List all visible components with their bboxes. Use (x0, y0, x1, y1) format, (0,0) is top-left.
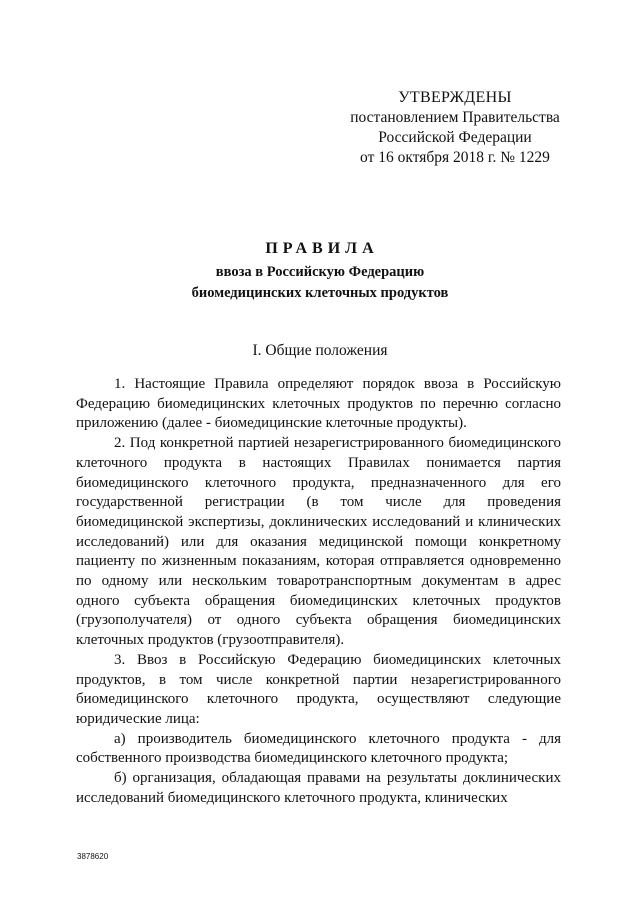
paragraph-3a: а) производитель биомедицинского клеточного продукта - для собственного производства биомедицинского клеточного продукта; (76, 730, 561, 767)
document-subtitle-2: биомедицинских клеточных продуктов (191, 285, 449, 301)
approval-line-3: от 16 октября 2018 г. № 1229 (360, 149, 550, 166)
approval-line-1: постановлением Правительства (350, 109, 560, 126)
paragraph-3: 3. Ввоз в Российскую Федерацию биомедицинских клеточных продуктов, в том числе конкретной партии незарегистрированного биомедицинского клеточного продукта, осуществляют следующие юридические лица: (76, 651, 561, 727)
paragraph-2: 2. Под конкретной партией незарегистрированного биомедицинского клеточного продукта в настоящих Правилах понимается партия биомедицинского клеточного продукта, предназначенного для его государственной регистрации (в том числе для проведения биомедицинской экспертизы, доклинических исследований и клинических исследований) или для оказания медицинской помощи конкретному пациенту по жизненным показаниям, которая отправляется одновременно по одному или нескольким товаротранспортным документам в адрес одного субъекта обращения биомедицинских клеточных продуктов (грузополучателя) от одного субъекта обращения биомедицинских клеточных продуктов (грузоотправителя). (76, 435, 561, 649)
document-number: 3878620 (77, 852, 109, 861)
paragraph-3b: б) организация, обладающая правами на результаты доклинических исследований биомедицинского клеточного продукта, клинических (76, 770, 561, 806)
section-heading: I. Общие положения (252, 342, 388, 359)
document-body (76, 375, 561, 808)
document-title-block (0, 238, 640, 304)
paragraph-1: 1. Настоящие Правила определяют порядок ввоза в Российскую Федерацию биомедицинских клеточных продуктов по перечню согласно приложению (далее - биомедицинские клеточные продукты). (76, 376, 561, 432)
approval-line-2: Российской Федерации (378, 129, 532, 146)
approval-heading: УТВЕРЖДЕНЫ (398, 89, 512, 106)
document-subtitle-1: ввоза в Российскую Федерацию (215, 264, 425, 280)
document-title: ПРАВИЛА (265, 240, 379, 257)
approval-stamp (340, 88, 570, 168)
